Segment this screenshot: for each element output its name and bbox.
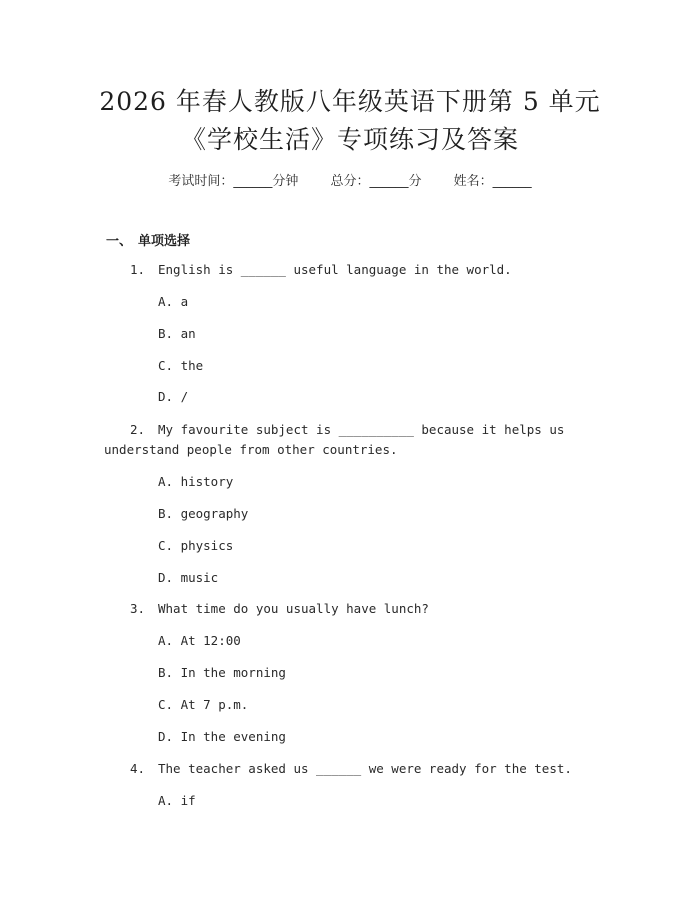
question-number: 1. [130, 262, 146, 277]
question-number: 4. [130, 761, 146, 776]
exam-info [0, 170, 700, 189]
question-text: What time do you usually have lunch? [158, 601, 429, 616]
page-title-line1: 2026 年春人教版八年级英语下册第 5 单元 [99, 87, 601, 116]
question-text: English is ______ useful language in the world. [158, 262, 512, 277]
answer-option: C. the [158, 358, 204, 373]
student-name-field: 姓名：______ [453, 174, 532, 189]
answer-option: A. At 12:00 [158, 633, 241, 648]
answer-option: A. a [158, 294, 189, 309]
section-title: 单项选择 [138, 234, 191, 249]
page-title-line2: 《学校生活》专项练习及答案 [180, 125, 519, 154]
answer-option: A. history [158, 474, 234, 489]
answer-option: B. an [158, 326, 196, 341]
question-text-continued: understand people from other countries. [104, 442, 398, 457]
answer-option: D. In the evening [158, 729, 286, 744]
total-score-field: 总分：______分 [330, 174, 422, 189]
answer-option: C. physics [158, 538, 234, 553]
question-text: The teacher asked us ______ we were ready for the test. [158, 761, 572, 776]
answer-option: B. geography [158, 506, 249, 521]
answer-option: D. / [158, 389, 189, 404]
answer-option: B. In the morning [158, 665, 286, 680]
question-number: 2. [130, 422, 146, 437]
section-heading [106, 230, 190, 249]
question-text: My favourite subject is __________ because it helps us [158, 422, 565, 437]
section-number: 一、 [106, 234, 133, 249]
answer-option: D. music [158, 570, 219, 585]
answer-option: C. At 7 p.m. [158, 697, 249, 712]
exam-time-field: 考试时间：______分钟 [168, 174, 299, 189]
answer-option: A. if [158, 793, 196, 808]
question-number: 3. [130, 601, 146, 616]
